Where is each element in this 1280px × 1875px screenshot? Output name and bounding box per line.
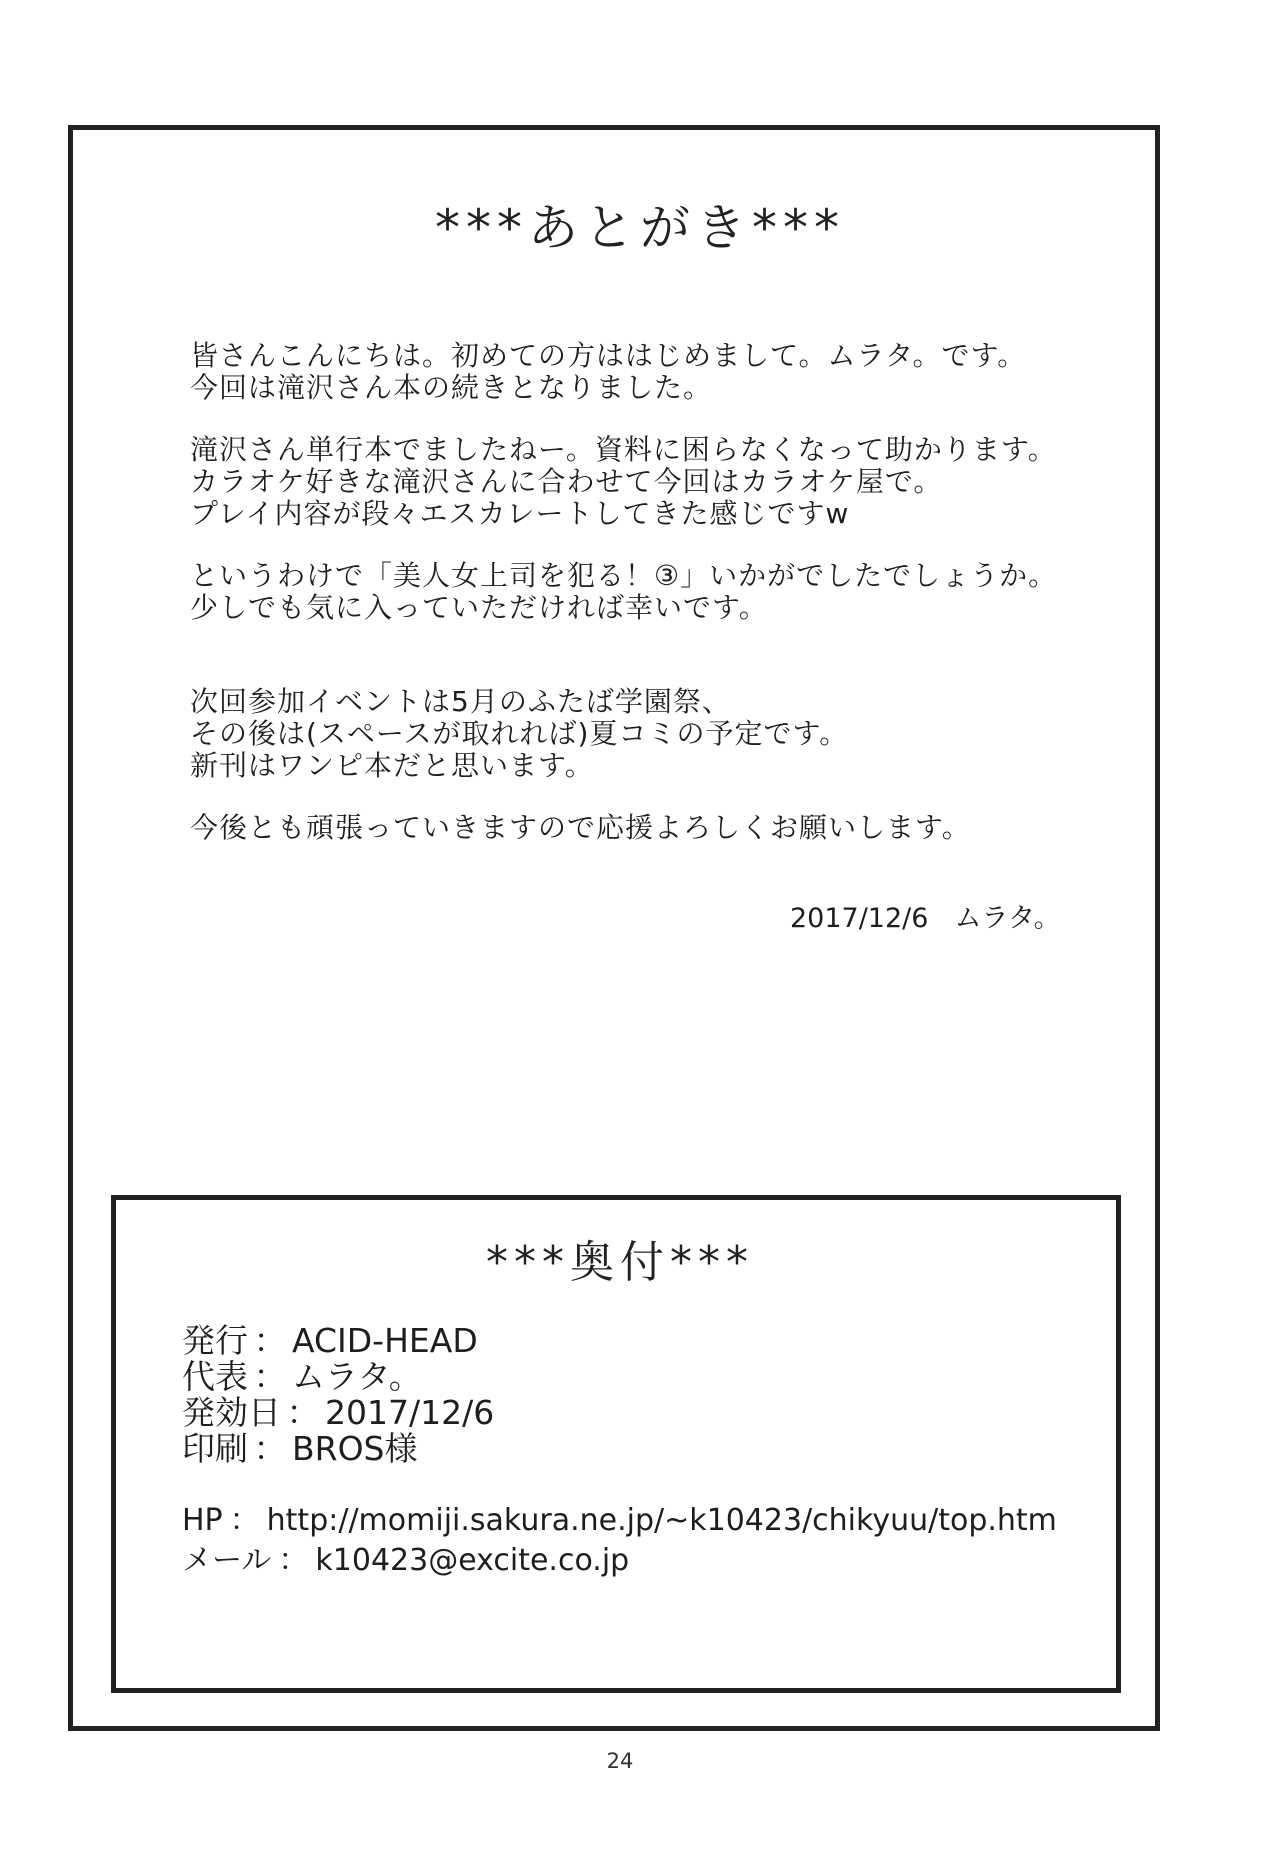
afterword-line: 滝沢さん単行本でましたねー。資料に困らなくなって助かります。 [190,433,1057,466]
colophon-email-row [182,1542,629,1580]
colophon-separator: ： [229,1503,260,1538]
colophon-label: 代表 [182,1357,248,1396]
colophon-value: BROS様 [292,1429,418,1468]
afterword-paragraph [190,686,1110,782]
afterword-paragraph [190,812,1110,844]
page-number: 24 [606,1749,634,1773]
signature-name: ムラタ。 [954,903,1061,934]
colophon-value: 2017/12/6 [325,1393,495,1432]
homepage-url: http://momiji.sakura.ne.jp/~k10423/chikyuu/top.htm [266,1503,1057,1538]
colophon-separator: ： [253,1321,287,1360]
signature-date: 2017/12/6 [790,903,929,934]
colophon-label: HP [182,1503,223,1538]
colophon-label: 発行 [182,1321,248,1360]
afterword-line: 今回は滝沢さん本の続きとなりました。 [190,371,713,404]
colophon-publisher-row [182,1322,478,1360]
colophon-date-row [182,1394,494,1432]
colophon-separator: ： [278,1543,309,1578]
afterword-line: 少しでも気に入っていただければ幸いです。 [190,591,768,624]
afterword-line: 新刊はワンピ本だと思います。 [190,749,594,782]
colophon-title: ***奥付*** [486,1237,754,1288]
colophon-label: 発効日 [182,1393,281,1432]
colophon-value: ムラタ。 [292,1357,422,1396]
afterword-line: カラオケ好きな滝沢さんに合わせて今回はカラオケ屋で。 [190,465,943,498]
afterword-line: 皆さんこんにちは。初めての方ははじめまして。ムラタ。です。 [190,339,1027,372]
colophon-homepage-row [182,1502,1057,1540]
afterword-line: その後は(スペースが取れれば)夏コミの予定です。 [190,717,849,750]
afterword-line: 次回参加イベントは5月のふたば学園祭、 [190,685,731,718]
colophon-representative-row [182,1358,422,1396]
afterword-paragraph [190,340,1110,404]
afterword-title: ***あとがき*** [435,199,845,257]
colophon-separator: ： [253,1357,287,1396]
colophon-label: 印刷 [182,1429,248,1468]
colophon-separator: ： [286,1393,320,1432]
afterword-line: 今後とも頑張っていきますので応援よろしくお願いします。 [190,811,971,844]
email-address: k10423@excite.co.jp [315,1543,630,1578]
colophon-value: ACID-HEAD [292,1321,478,1360]
afterword-signature [790,896,1061,935]
afterword-body [190,340,1110,874]
colophon-printer-row [182,1430,418,1468]
afterword-paragraph [190,434,1110,530]
afterword-line: というわけで「美人女上司を犯る！③」いかがでしたでしょうか。 [190,559,1058,592]
afterword-paragraph [190,560,1110,624]
afterword-line: プレイ内容が段々エスカレートしてきた感じですw [190,497,850,530]
colophon-separator: ： [253,1429,287,1468]
colophon-label: メール [182,1543,272,1578]
